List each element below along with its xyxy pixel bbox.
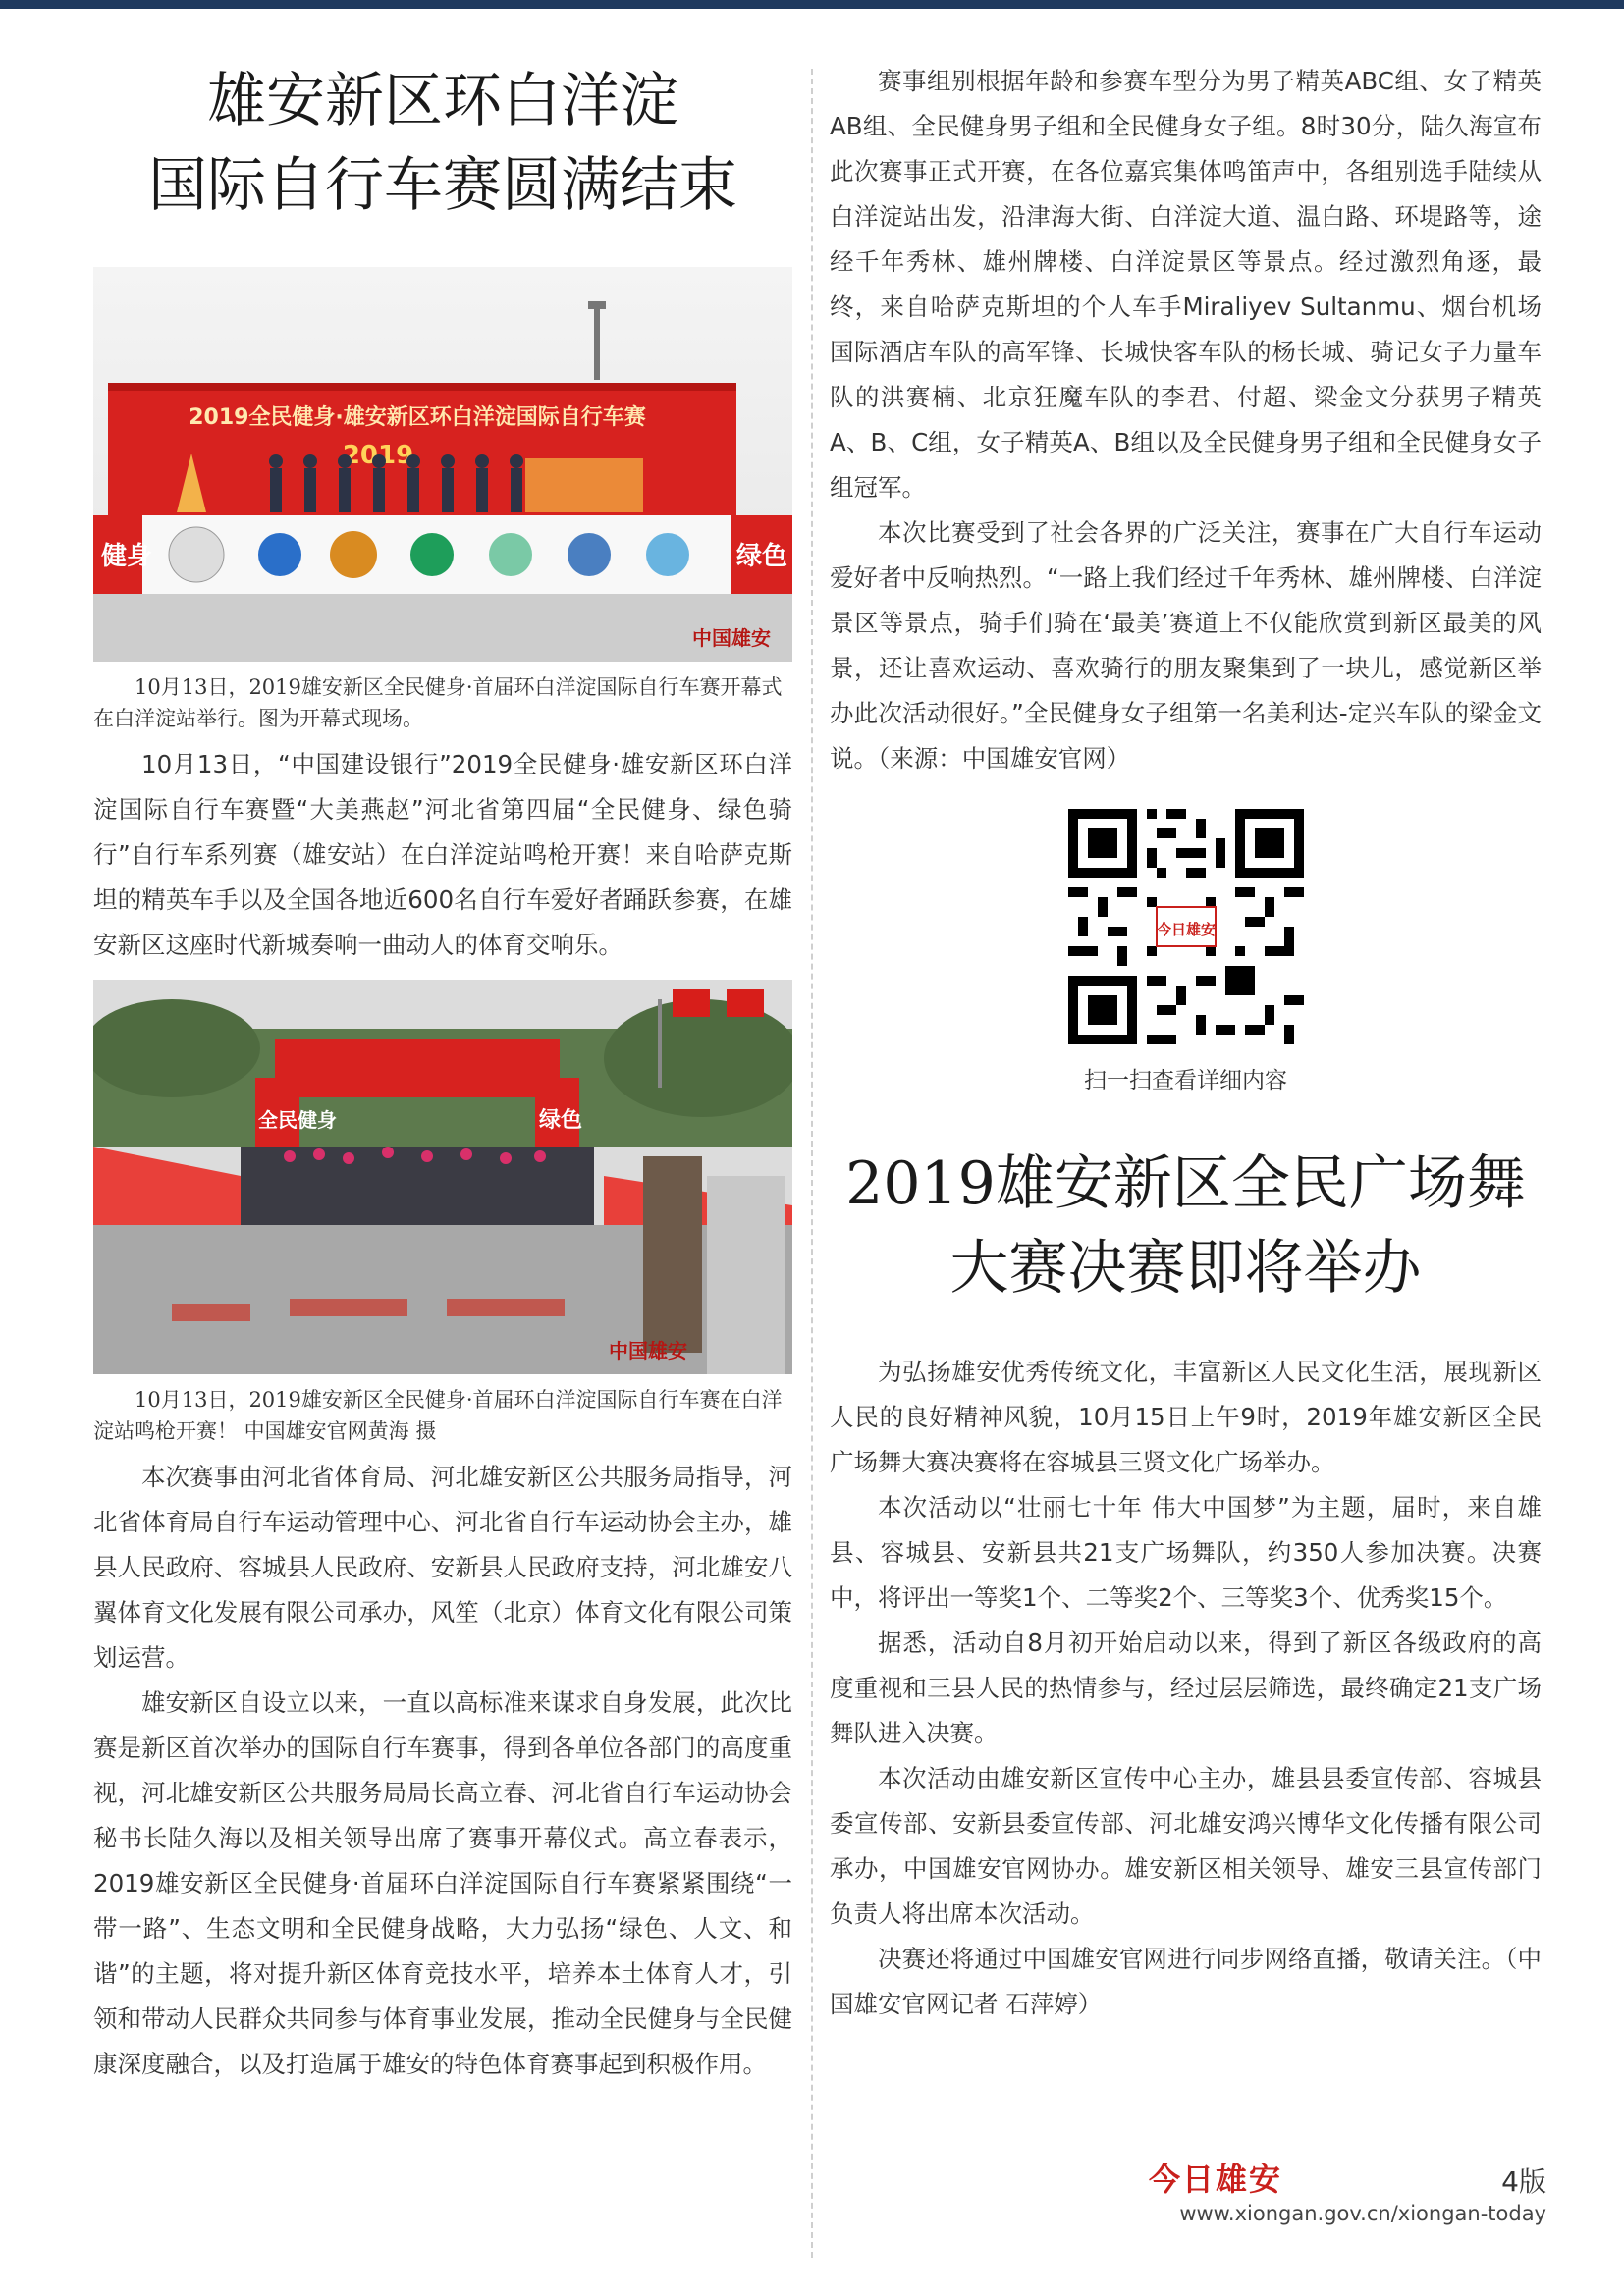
top-bar xyxy=(0,0,1624,9)
article1-paragraph-2: 本次赛事由河北省体育局、河北雄安新区公共服务局指导，河北省体育局自行车运动管理中心、河北省自行车运动协会主办，雄县人民政府、容城县人民政府、安新县人民政府支持，河北雄安八翼体育文化发展有限公司承办，风笙（北京）体育文化有限公司策划运营。 xyxy=(93,1463,792,1672)
article2-paragraph-4: 本次活动由雄安新区宣传中心主办，雄县县委宣传部、容城县委宣传部、安新县委宣传部、河北雄安鸿兴博华文化传播有限公司承办，中国雄安官网协办。雄安新区相关领导、雄安三县宣传部门负责人将出席本次活动。 xyxy=(830,1764,1542,1928)
article1-paragraph-1: 10月13日，“中国建设银行”2019全民健身·雄安新区环白洋淀国际自行车赛暨“大美燕赵”河北省第四届“全民健身、绿色骑行”自行车系列赛（雄安站）在白洋淀站鸣枪开赛！来自哈萨克斯坦的精英车手以及全国各地近600名自行车爱好者踊跃参赛，在雄安新区这座时代新城奏响一曲动人的体育交响乐。 xyxy=(93,750,792,959)
photo1-side-left: 健身 xyxy=(101,542,153,571)
photo-race-start xyxy=(93,980,792,1374)
left-column xyxy=(93,59,792,2087)
qr-block xyxy=(830,799,1542,1095)
photo2-arch-text: 全民健身 xyxy=(258,1108,337,1132)
photo1-side-right: 绿色 xyxy=(736,542,788,571)
article1-paragraph-4: 赛事组别根据年龄和参赛车型分为男子精英ABC组、女子精英AB组、全民健身男子组和全民健身女子组。8时30分，陆久海宣布此次赛事正式开赛，在各位嘉宾集体鸣笛声中，各组别选手陆续从白洋淀站出发，沿津海大街、白洋淀大道、温白路、环堤路等，途经千年秀林、雄州牌楼、白洋淀景区等景点。经过激烈角逐，最终，来自哈萨克斯坦的个人车手Miraliyev Sultanmu、烟台机场国际酒店车队的高军锋、长城快客车队的杨长城、骑记女子力量车队的洪赛楠、北京狂魔车队的李君、付超、梁金文分获男子精英A、B、C组，女子精英A、B组以及全民健身男子组和全民健身女子组冠军。 xyxy=(830,67,1542,502)
article2-title xyxy=(830,1142,1542,1310)
article2-title-line1: 2019雄安新区全民广场舞 xyxy=(845,1149,1526,1218)
article1-title-line2: 国际自行车赛圆满结束 xyxy=(148,151,737,220)
article2-paragraph-1: 为弘扬雄安优秀传统文化，丰富新区人民文化生活，展现新区人民的良好精神风貌，10月15日上午9时，2019年雄安新区全民广场舞大赛决赛将在容城县三贤文化广场举办。 xyxy=(830,1358,1542,1476)
footer-logo: 今日雄安 xyxy=(1149,2161,1283,2198)
article1-title xyxy=(93,59,792,228)
photo2-caption: 10月13日，2019雄安新区全民健身·首届环白洋淀国际自行车赛在白洋淀站鸣枪开赛！ 中国雄安官网黄海 摄 xyxy=(93,1388,783,1443)
article1-paragraph-5: 本次比赛受到了社会各界的广泛关注，赛事在广大自行车运动爱好者中反响热烈。“一路上我们经过千年秀林、雄州牌楼、白洋淀景区等景点，骑手们骑在‘最美’赛道上不仅能欣赏到新区最美的风景，还让喜欢运动、喜欢骑行的朋友聚集到了一块儿，感觉新区举办此次活动很好。”全民健身女子组第一名美利达-定兴车队的梁金文说。（来源：中国雄安官网） xyxy=(830,518,1542,773)
footer-edition: 4版 xyxy=(1501,2165,1546,2198)
qr-code[interactable] xyxy=(1058,799,1314,1054)
photo1-watermark: 中国雄安 xyxy=(692,626,771,650)
qr-center-label: 今日雄安 xyxy=(1156,921,1216,938)
article2-paragraph-3: 据悉，活动自8月初开始启动以来，得到了新区各级政府的高度重视和三县人民的热情参与，经过层层筛选，最终确定21支广场舞队进入决赛。 xyxy=(830,1629,1542,1747)
photo1-banner-text: 2019全民健身·雄安新区环白洋淀国际自行车赛 xyxy=(189,405,646,430)
photo-opening-ceremony xyxy=(93,267,792,662)
qr-caption: 扫一扫查看详细内容 xyxy=(1084,1068,1287,1094)
right-column xyxy=(830,59,1542,2027)
photo2-watermark: 中国雄安 xyxy=(609,1339,687,1362)
photo1-caption: 10月13日，2019雄安新区全民健身·首届环白洋淀国际自行车赛开幕式在白洋淀站举行。图为开幕式现场。 xyxy=(93,675,783,730)
article2-paragraph-5: 决赛还将通过中国雄安官网进行同步网络直播，敬请关注。（中国雄安官网记者 石萍婷） xyxy=(830,1945,1542,2018)
article1-paragraph-3: 雄安新区自设立以来，一直以高标准来谋求自身发展，此次比赛是新区首次举办的国际自行车赛事，得到各单位各部门的高度重视，河北雄安新区公共服务局局长高立春、河北省自行车运动协会秘书长陆久海以及相关领导出席了赛事开幕仪式。高立春表示，2019雄安新区全民健身·首届环白洋淀国际自行车赛紧紧围绕“一带一路”、生态文明和全民健身战略，大力弘扬“绿色、人文、和谐”的主题，将对提升新区体育竞技水平，培养本土体育人才，引领和带动人民群众共同参与体育事业发展，推动全民健身与全民健康深度融合，以及打造属于雄安的特色体育赛事起到积极作用。 xyxy=(93,1688,792,2078)
photo2-arch-text2: 绿色 xyxy=(539,1108,583,1133)
article1-title-line1: 雄安新区环白洋淀 xyxy=(207,67,678,135)
article2-title-line2: 大赛决赛即将举办 xyxy=(949,1234,1422,1303)
article2-paragraph-2: 本次活动以“壮丽七十年 伟大中国梦”为主题，届时，来自雄县、容城县、安新县共21支广场舞队，约350人参加决赛。决赛中，将评出一等奖1个、二等奖2个、三等奖3个、优秀奖15个。 xyxy=(830,1493,1542,1612)
column-divider xyxy=(811,69,813,2258)
footer-url[interactable]: www.xiongan.gov.cn/xiongan-today xyxy=(1179,2202,1546,2225)
